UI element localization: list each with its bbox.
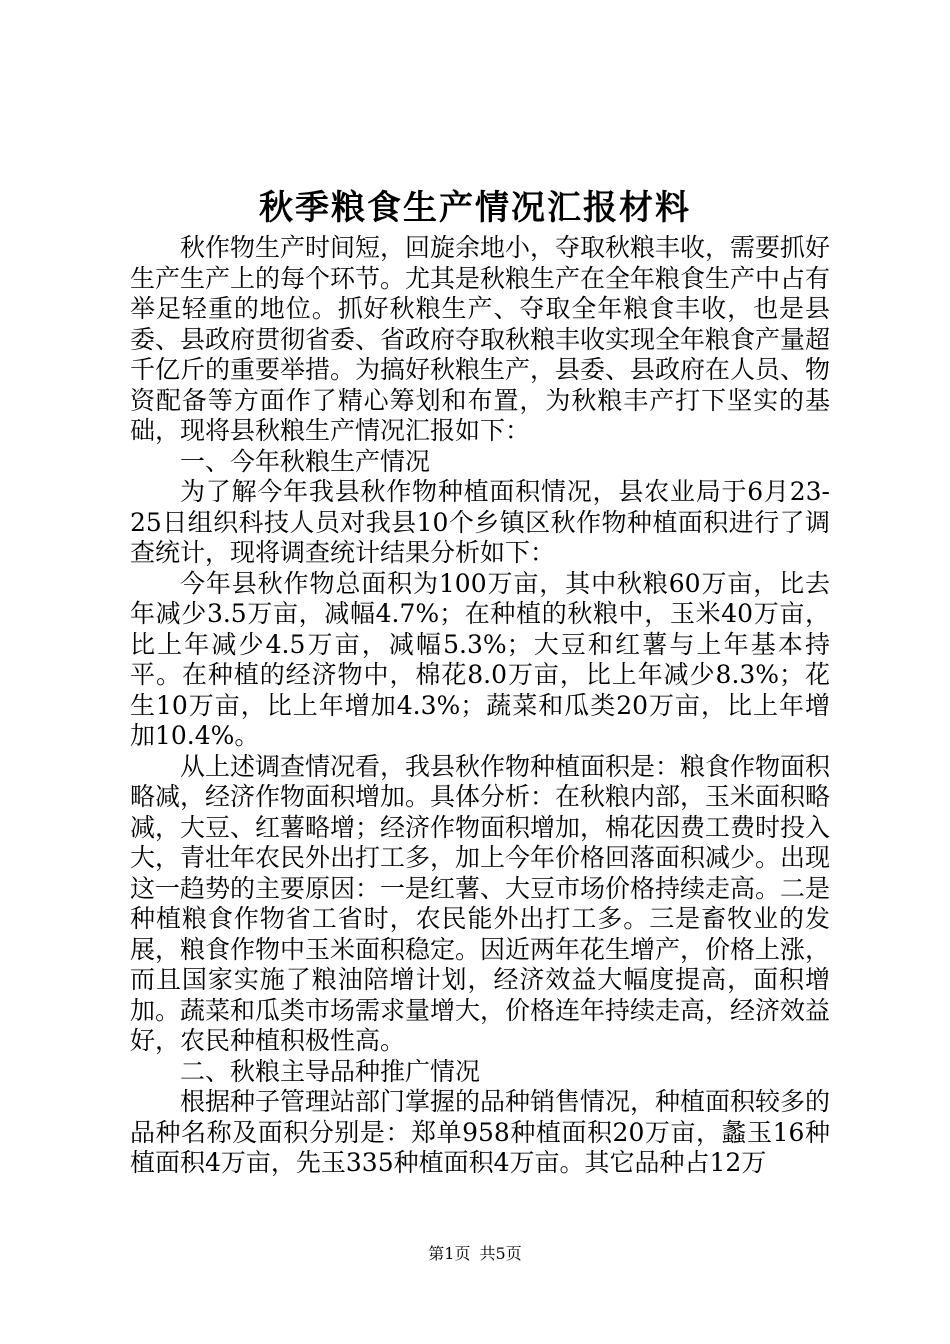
page-number: 第1页 [428,1244,471,1263]
paragraph-analysis: 从上述调查情况看，我县秋作物种植面积是：粮食作物面积略减，经济作物面积增加。具体分析：在秋粮内部，玉米面积略减，大豆、红薯略增；经济作物面积增加，棉花因费工费时投入大，青壮年农民外出打工多，加上今年价格回落面积减少。出现这一趋势的主要原因：一是红薯、大豆市场价格持续走高。二是种植粮食作物省工省时，农民能外出打工多。三是畜牧业的发展，粮食作物中玉米面积稳定。因近两年花生增产，价格上涨，而且国家实施了粮油陪增计划，经济效益大幅度提高，面积增加。蔬菜和瓜类市场需求量增大，价格连年持续走高，经济效益好，农民种植积极性高。 [130,751,831,1055]
document-body [130,233,830,1179]
page-total: 共5页 [479,1244,522,1263]
page-footer [0,1244,950,1264]
paragraph-varieties: 根据种子管理站部门掌握的品种销售情况，种植面积较多的品种名称及面积分别是：郑单958种植面积20万亩，蠡玉16种植面积4万亩，先玉335种植面积4万亩。其它品种占12万 [130,1087,831,1177]
document-title: 秋季粮食生产情况汇报材料 [259,188,691,228]
paragraph-survey: 为了解今年我县秋作物种植面积情况，县农业局于6月23-25日组织科技人员对我县10个乡镇区秋作物种植面积进行了调查统计，现将调查统计结果分析如下： [130,477,830,567]
paragraph-intro: 秋作物生产时间短，回旋余地小，夺取秋粮丰收，需要抓好生产生产上的每个环节。尤其是秋粮生产在全年粮食生产中占有举足轻重的地位。抓好秋粮生产、夺取全年粮食丰收，也是县委、县政府贯彻省委、省政府夺取秋粮丰收实现全年粮食产量超千亿斤的重要举措。为搞好秋粮生产，县委、县政府在人员、物资配备等方面作了精心筹划和布置，为秋粮丰产打下坚实的基础，现将县秋粮生产情况汇报如下： [130,233,831,445]
section-heading-2: 二、秋粮主导品种推广情况 [180,1056,481,1086]
paragraph-statistics: 今年县秋作物总面积为100万亩，其中秋粮60万亩，比去年减少3.5万亩，减幅4.7%；在种植的秋粮中，玉米40万亩，比上年减少4.5万亩，减幅5.3%；大豆和红薯与上年基本持平。在种植的经济物中，棉花8.0万亩，比上年减少8.3%；花生10万亩，比上年增加4.3%；蔬菜和瓜类20万亩，比上年增加10.4%。 [130,568,830,750]
section-heading-1: 一、今年秋粮生产情况 [180,446,431,476]
